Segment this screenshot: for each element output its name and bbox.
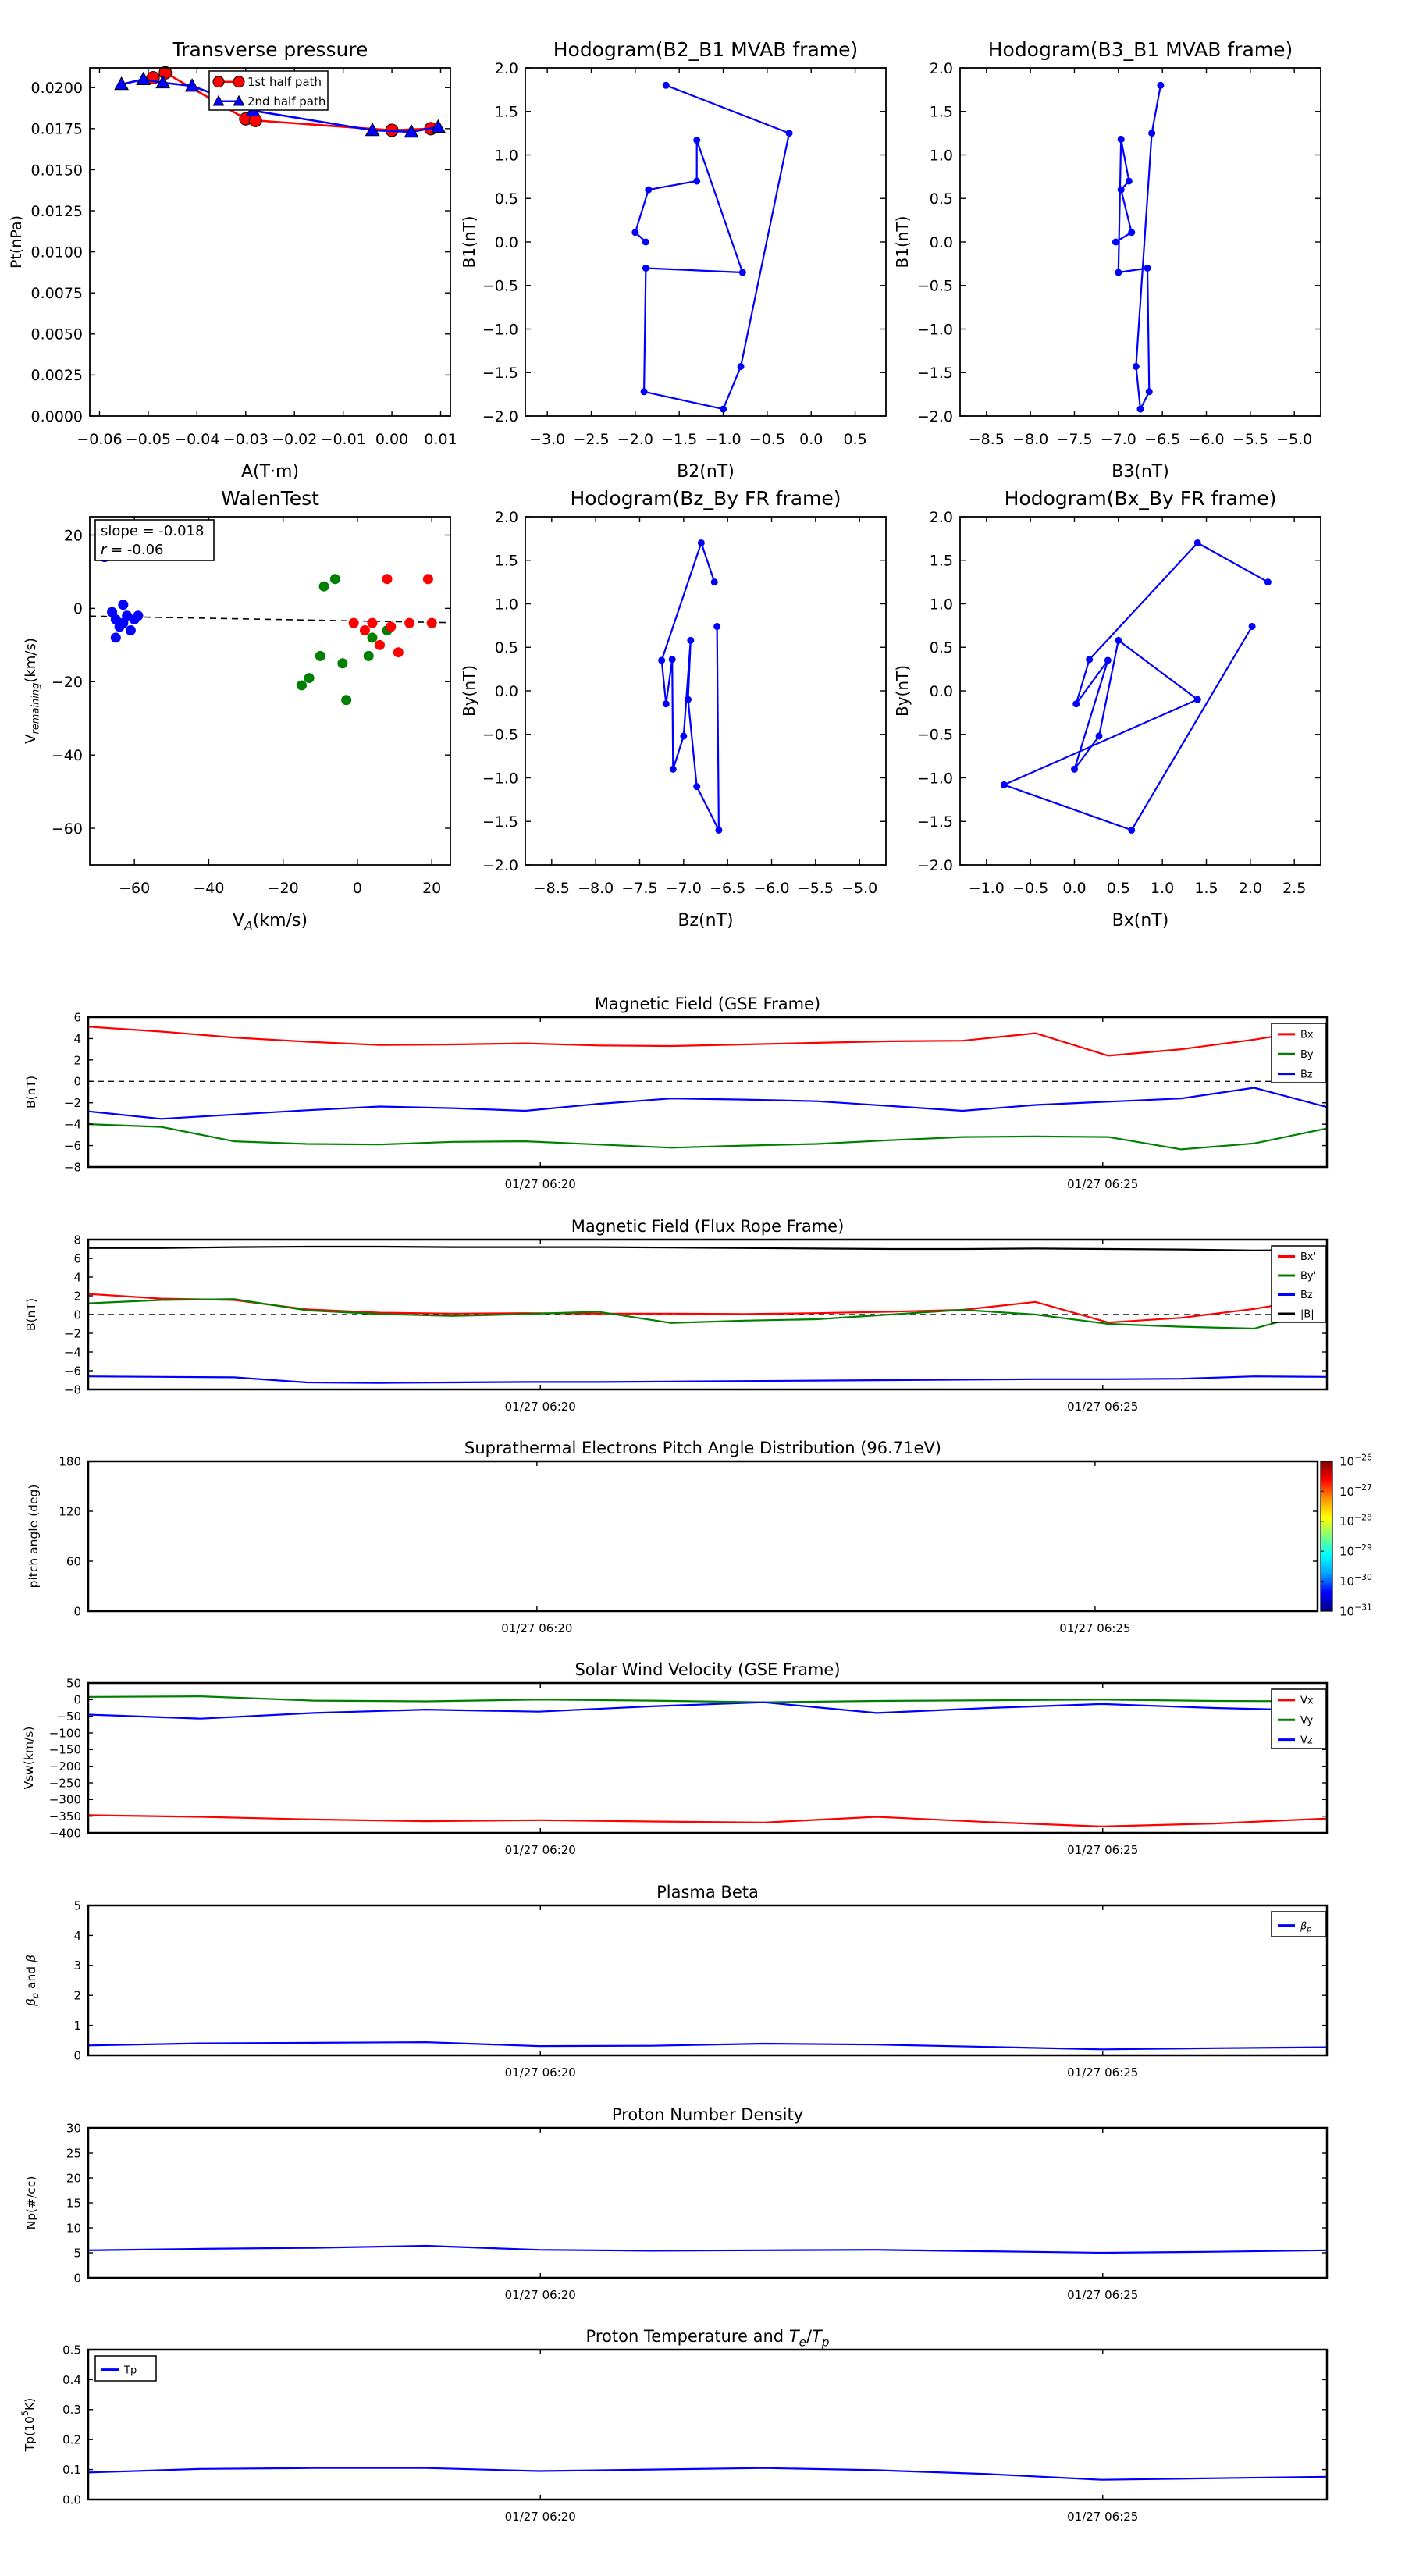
x-tick-label: −7.5: [621, 880, 658, 897]
x-tick-label: 01/27 06:20: [504, 1843, 576, 1857]
chart-title: Proton Temperature and $T_e/T_p$: [585, 2327, 830, 2350]
y-tick-label: −150: [48, 1742, 81, 1757]
y-tick-label: 0.5: [62, 2343, 81, 2357]
legend-label: Bx: [1300, 1029, 1314, 1041]
y-tick-label: 0.0000: [30, 407, 83, 425]
y-tick-label: −0.5: [482, 277, 518, 295]
legend-label: Vx: [1300, 1695, 1314, 1707]
y-tick-label: 6: [73, 1251, 81, 1266]
y-axis-label: $\beta_p$ and β: [24, 1955, 41, 2006]
y-tick-label: 2: [73, 1053, 81, 1068]
legend-label: 1st half path: [247, 75, 322, 90]
y-tick-label: −8: [63, 1382, 81, 1397]
y-tick-label: 0.0: [494, 233, 518, 251]
y-tick-label: 50: [66, 1676, 81, 1691]
y-tick-label: 2.0: [494, 508, 518, 526]
chart-title: Plasma Beta: [656, 1883, 759, 1902]
legend-label: By: [1300, 1048, 1314, 1061]
x-tick-label: 01/27 06:25: [1067, 2065, 1139, 2080]
chart-title: Hodogram(Bx_By FR frame): [1004, 487, 1277, 510]
y-tick-label: 0.0050: [30, 326, 83, 343]
x-tick-label: 01/27 06:20: [504, 2065, 576, 2080]
y-tick-label: 0.1: [62, 2463, 81, 2477]
y-tick-label: 0: [73, 1308, 81, 1322]
y-tick-label: 15: [66, 2196, 81, 2211]
legend: [95, 2356, 156, 2381]
y-tick-label: −20: [51, 674, 83, 692]
legend: [1272, 1023, 1326, 1083]
x-tick-label: 01/27 06:25: [1067, 1177, 1139, 1191]
x-tick-label: 01/27 06:20: [504, 2510, 576, 2524]
colorbar-tick-label: $10^{-31}$: [1339, 1602, 1372, 1619]
x-tick-label: −0.01: [320, 431, 366, 448]
y-tick-label: 1.5: [929, 552, 953, 570]
y-tick-label: 0.5: [494, 190, 518, 208]
x-tick-label: −1.5: [661, 431, 698, 448]
y-tick-label: 0.0125: [30, 202, 83, 220]
y-tick-label: 2.0: [929, 508, 953, 526]
y-tick-label: 1.0: [929, 596, 953, 614]
y-tick-label: 20: [66, 2171, 81, 2186]
x-axis-label: B2(nT): [677, 462, 735, 482]
annotation-line: slope = -0.018: [101, 523, 205, 539]
y-tick-label: 6: [73, 1010, 81, 1025]
legend-label: 2nd half path: [247, 94, 326, 109]
x-tick-label: −6.0: [1188, 431, 1225, 448]
y-tick-label: −1.0: [482, 321, 518, 339]
y-tick-label: −2: [63, 1096, 81, 1111]
chart-title: Magnetic Field (GSE Frame): [594, 994, 821, 1013]
y-tick-label: 1: [73, 2019, 81, 2033]
x-tick-label: 01/27 06:25: [1067, 1400, 1139, 1414]
y-tick-label: 3: [73, 1959, 81, 1973]
x-tick-label: −5.5: [797, 880, 834, 897]
legend: [1272, 1246, 1326, 1322]
y-tick-label: 30: [66, 2121, 81, 2136]
y-tick-label: −1.5: [916, 365, 953, 382]
y-tick-label: −2.0: [482, 407, 518, 425]
x-tick-label: −3.0: [529, 431, 566, 448]
y-tick-label: 1.5: [494, 103, 518, 121]
x-tick-label: 0.5: [843, 431, 867, 448]
colorbar-tick-label: $10^{-27}$: [1339, 1482, 1372, 1499]
y-tick-label: 0: [73, 600, 83, 618]
y-tick-label: 2.0: [494, 59, 518, 77]
y-axis-label: Np(#/cc): [24, 2176, 38, 2230]
legend-label: Tp: [124, 2364, 137, 2377]
x-tick-label: −8.0: [1012, 431, 1049, 448]
x-tick-label: 20: [422, 880, 442, 897]
y-tick-label: −6: [63, 1138, 81, 1153]
x-tick-label: 2.5: [1282, 880, 1307, 897]
y-tick-label: 0.0150: [30, 162, 83, 180]
y-tick-label: 25: [66, 2146, 81, 2161]
y-tick-label: 0.0175: [30, 120, 83, 138]
y-tick-label: −1.5: [482, 813, 518, 831]
x-tick-label: −40: [193, 880, 225, 897]
x-tick-label: −2.5: [573, 431, 610, 448]
y-tick-label: −250: [48, 1776, 81, 1791]
colorbar-tick-label: $10^{-28}$: [1339, 1512, 1372, 1529]
y-axis-label: B1(nT): [460, 215, 478, 269]
legend: [1272, 1912, 1326, 1937]
y-tick-label: 1.5: [929, 103, 953, 121]
x-tick-label: 0.0: [799, 431, 823, 448]
legend-label: $\beta_p$: [1300, 1920, 1312, 1934]
y-tick-label: 0.0100: [30, 244, 83, 262]
legend: [1272, 1689, 1326, 1749]
x-tick-label: −0.03: [222, 431, 269, 448]
y-axis-label: pitch angle (deg): [27, 1484, 41, 1589]
y-tick-label: −4: [63, 1117, 81, 1132]
x-tick-label: −5.5: [1232, 431, 1268, 448]
chart-title: Magnetic Field (Flux Rope Frame): [571, 1217, 845, 1236]
y-axis-label: $Tp(10^5K)$: [20, 2397, 37, 2452]
chart-title: Solar Wind Velocity (GSE Frame): [574, 1660, 841, 1679]
x-tick-label: −0.5: [749, 431, 785, 448]
x-tick-label: 0.0: [1062, 880, 1087, 897]
x-tick-label: 1.5: [1194, 880, 1218, 897]
x-tick-label: −0.5: [1012, 880, 1049, 897]
y-tick-label: 4: [73, 1270, 81, 1285]
chart-title: Transverse pressure: [172, 38, 368, 61]
y-tick-label: −0.5: [916, 277, 953, 295]
y-tick-label: 0.5: [929, 639, 953, 657]
x-tick-label: −2.0: [617, 431, 653, 448]
y-tick-label: 0.0: [62, 2492, 81, 2507]
y-tick-label: 10: [66, 2221, 81, 2236]
x-tick-label: −5.0: [841, 880, 878, 897]
y-tick-label: 20: [63, 527, 83, 545]
y-tick-label: −0.5: [482, 726, 518, 744]
y-tick-label: −60: [51, 820, 83, 838]
x-tick-label: −6.5: [1144, 431, 1181, 448]
colorbar-tick-label: $10^{-29}$: [1339, 1542, 1372, 1559]
legend-label: Vz: [1300, 1735, 1313, 1747]
y-tick-label: −2.0: [916, 856, 953, 874]
y-tick-label: 5: [73, 1898, 81, 1913]
x-tick-label: 0.5: [1106, 880, 1130, 897]
x-tick-label: −1.0: [968, 880, 1005, 897]
x-tick-label: 01/27 06:20: [504, 1177, 576, 1191]
x-tick-label: −1.0: [705, 431, 742, 448]
x-tick-label: −8.5: [968, 431, 1005, 448]
y-tick-label: 0.0: [929, 233, 953, 251]
y-tick-label: 2.0: [929, 59, 953, 77]
y-tick-label: −100: [48, 1726, 81, 1741]
y-tick-label: 4: [73, 1031, 81, 1046]
y-tick-label: −1.0: [916, 770, 953, 788]
y-tick-label: 2: [73, 1988, 81, 2003]
x-tick-label: −7.0: [665, 880, 702, 897]
x-tick-label: 0.01: [424, 431, 457, 448]
y-tick-label: −1.0: [482, 770, 518, 788]
y-tick-label: 0: [73, 2048, 81, 2063]
y-axis-label: By(nT): [460, 664, 478, 717]
y-tick-label: 0: [73, 1604, 81, 1619]
y-tick-label: 0.0200: [30, 80, 83, 98]
x-tick-label: −0.04: [174, 431, 220, 448]
y-tick-label: 0.0025: [30, 367, 83, 385]
y-tick-label: −4: [63, 1345, 81, 1360]
x-tick-label: −7.5: [1056, 431, 1093, 448]
x-axis-label: Bz(nT): [678, 911, 734, 930]
y-tick-label: 0.0: [494, 682, 518, 700]
y-tick-label: 60: [66, 1554, 81, 1569]
y-tick-label: 2: [73, 1289, 81, 1304]
x-tick-label: 0.00: [375, 431, 409, 448]
y-axis-label: Pt(nPa): [8, 215, 25, 269]
y-axis-label: B(nT): [24, 1075, 38, 1109]
x-tick-label: 0: [352, 880, 362, 897]
legend-label: Bz': [1300, 1290, 1316, 1302]
y-tick-label: −1.0: [916, 321, 953, 339]
legend-label: Bx': [1300, 1251, 1317, 1264]
x-tick-label: −5.0: [1276, 431, 1313, 448]
x-tick-label: 01/27 06:25: [1067, 1843, 1139, 1857]
x-axis-label: $V_A(km/s)$: [232, 911, 308, 934]
x-tick-label: −0.05: [125, 431, 172, 448]
x-tick-label: 2.0: [1238, 880, 1262, 897]
y-axis-label: Vsw(km/s): [22, 1726, 36, 1790]
y-tick-label: 0: [73, 1692, 81, 1707]
x-tick-label: −6.0: [753, 880, 790, 897]
x-tick-label: −8.0: [578, 880, 614, 897]
y-tick-label: 8: [73, 1233, 81, 1247]
y-tick-label: 1.0: [929, 147, 953, 165]
legend-label: Vy: [1300, 1714, 1314, 1727]
y-tick-label: −200: [48, 1759, 81, 1774]
legend-label: Bz: [1300, 1069, 1313, 1081]
y-tick-label: −350: [48, 1809, 81, 1824]
y-tick-label: −400: [48, 1826, 81, 1841]
y-tick-label: −2: [63, 1326, 81, 1341]
y-tick-label: 0: [73, 2271, 81, 2286]
y-tick-label: 0.4: [62, 2372, 81, 2387]
chart-title: Hodogram(B2_B1 MVAB frame): [553, 38, 859, 61]
y-axis-label: B(nT): [24, 1297, 38, 1332]
chart-title: Hodogram(B3_B1 MVAB frame): [987, 38, 1293, 61]
x-tick-label: 01/27 06:20: [501, 1621, 573, 1635]
x-tick-label: 01/27 06:25: [1067, 2510, 1139, 2524]
x-tick-label: 01/27 06:25: [1059, 1621, 1131, 1635]
x-tick-label: −7.0: [1100, 431, 1136, 448]
x-axis-label: A(T·m): [240, 462, 300, 482]
y-tick-label: −6: [63, 1364, 81, 1379]
y-tick-label: 0.0: [929, 682, 953, 700]
x-tick-label: −20: [267, 880, 299, 897]
y-tick-label: −1.5: [482, 365, 518, 382]
legend-label: |B|: [1300, 1308, 1314, 1321]
y-tick-label: −0.5: [916, 726, 953, 744]
x-tick-label: 01/27 06:20: [504, 2288, 576, 2302]
y-tick-label: 0: [73, 1074, 81, 1089]
y-tick-label: −1.5: [916, 813, 953, 831]
y-tick-label: 4: [73, 1928, 81, 1943]
x-tick-label: −6.5: [710, 880, 746, 897]
chart-title: Proton Number Density: [611, 2105, 804, 2124]
y-tick-label: 1.0: [494, 147, 518, 165]
legend: [209, 71, 328, 110]
y-tick-label: 0.0075: [30, 285, 83, 303]
x-tick-label: −0.06: [76, 431, 123, 448]
y-tick-label: 5: [73, 2246, 81, 2261]
y-axis-label: B1(nT): [893, 215, 912, 269]
legend-label: By': [1300, 1270, 1317, 1283]
y-tick-label: −40: [51, 746, 83, 764]
y-tick-label: −2.0: [482, 856, 518, 874]
x-tick-label: 01/27 06:20: [504, 1400, 576, 1414]
y-tick-label: 180: [59, 1454, 81, 1469]
annotation-box: [95, 520, 214, 560]
colorbar-tick-label: $10^{-26}$: [1339, 1452, 1372, 1469]
y-tick-label: −8: [63, 1160, 81, 1175]
y-tick-label: 1.5: [494, 552, 518, 570]
y-tick-label: 0.5: [494, 639, 518, 657]
y-tick-label: −50: [56, 1710, 81, 1724]
y-axis-label: By(nT): [893, 664, 912, 717]
x-tick-label: −60: [119, 880, 151, 897]
y-tick-label: −300: [48, 1792, 81, 1807]
chart-title: WalenTest: [221, 487, 319, 510]
y-tick-label: −2.0: [916, 407, 953, 425]
x-axis-label: Bx(nT): [1112, 911, 1169, 930]
y-tick-label: 0.3: [62, 2403, 81, 2418]
y-axis-label: $V_{remaining}(km/s)$: [23, 638, 42, 744]
colorbar-tick-label: $10^{-30}$: [1339, 1572, 1372, 1589]
x-tick-label: −8.5: [533, 880, 570, 897]
chart-title: Suprathermal Electrons Pitch Angle Distribution (96.71eV): [464, 1439, 941, 1457]
chart-title: Hodogram(Bz_By FR frame): [570, 487, 841, 510]
y-tick-label: 120: [59, 1504, 81, 1519]
y-tick-label: 1.0: [494, 596, 518, 614]
y-tick-label: 0.2: [62, 2432, 81, 2447]
annotation-line: r = -0.06: [101, 542, 164, 558]
x-tick-label: 1.0: [1151, 880, 1175, 897]
x-tick-label: −0.02: [272, 431, 318, 448]
y-tick-label: 0.5: [929, 190, 953, 208]
x-tick-label: 01/27 06:25: [1067, 2288, 1139, 2302]
x-axis-label: B3(nT): [1112, 462, 1169, 482]
